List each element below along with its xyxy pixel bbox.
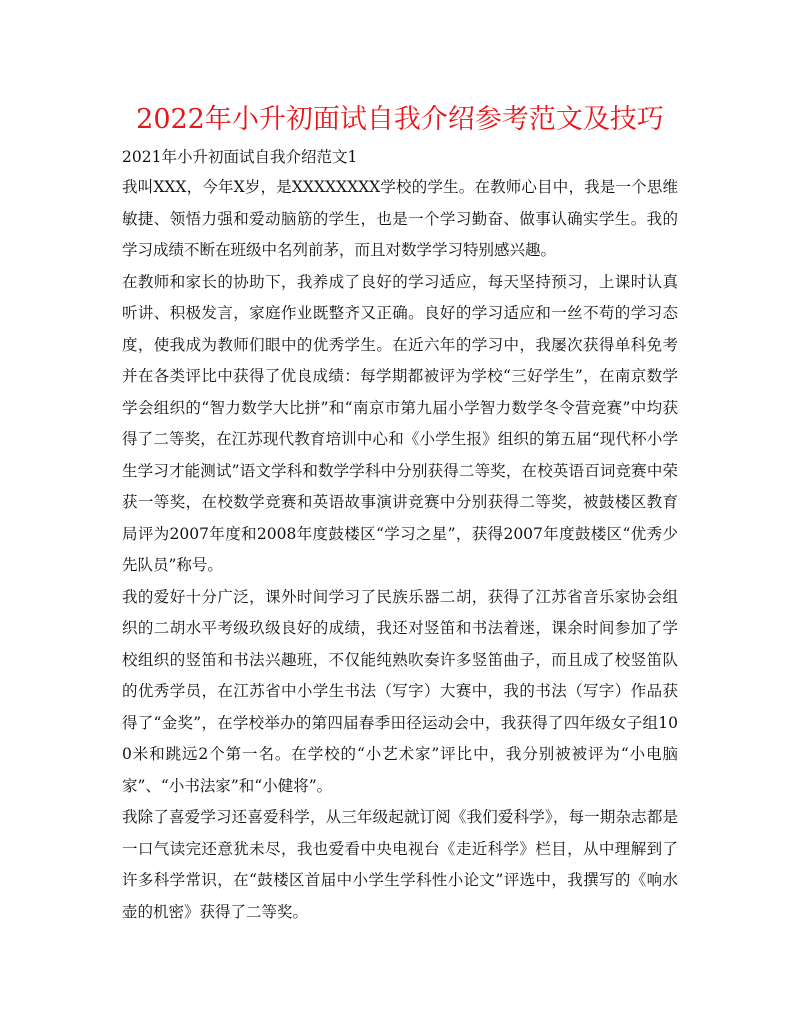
document-subtitle: 2021年小升初面试自我介绍范文1 <box>122 148 358 166</box>
paragraph-intro: 我叫XXX，今年X岁，是XXXXXXXX学校的学生。在教师心目中，我是一个思维敏捷、领悟力强和爱动脑筋的学生，也是一个学习勤奋、做事认确实学生。我的学习成绩不断在班级中名列前茅，而且对数学学习特别感兴趣。 <box>122 178 678 259</box>
paragraph-study: 在教师和家长的协助下，我养成了良好的学习适应，每天坚持预习，上课时认真听讲、积极发言，家庭作业既整齐又正确。良好的学习适应和一丝不苟的学习态度，使我成为教师们眼中的优秀学生。在近六年的学习中，我屡次获得单科免考并在各类评比中获得了优良成绩：每学期都被评为学校“三好学生”，在南京数学学会组织的“智力数学大比拼”和“南京市第九届小学智力数学冬令营竞赛”中均获得了二等奖，在江苏现代教育培训中心和《小学生报》组织的第五届“现代杯小学生学习才能测试”语文学科和数学学科中分别获得二等奖，在校英语百词竞赛中荣获一等奖，在校数学竞赛和英语故事演讲竞赛中分别获得二等奖，被鼓楼区教育局评为2007年度和2008年度鼓楼区“学习之星”，获得2007年度鼓楼区“优秀少先队员”称号。 <box>122 272 678 574</box>
document-page <box>122 100 678 928</box>
paragraph-science: 我除了喜爱学习还喜爱科学，从三年级起就订阅《我们爱科学》，每一期杂志都是一口气读完还意犹未尽，我也爱看中央电视台《走近科学》栏目，从中理解到了许多科学常识，在“鼓楼区首届中小学生学科性小论文”评选中，我撰写的《响水壶的机密》获得了二等奖。 <box>122 808 678 921</box>
document-title: 2022年小升初面试自我介绍参考范文及技巧 <box>136 104 664 135</box>
paragraph-hobbies: 我的爱好十分广泛，课外时间学习了民族乐器二胡，获得了江苏省音乐家协会组织的二胡水平考级玖级良好的成绩，我还对竖笛和书法着迷，课余时间参加了学校组织的竖笛和书法兴趣班，不仅能纯熟吹奏许多竖笛曲子，而且成了校竖笛队的优秀学员，在江苏省中小学生书法（写字）大赛中，我的书法（写字）作品获得了“金奖”，在学校举办的第四届春季田径运动会中，我获得了四年级女子组100米和跳远2个第一名。在学校的“小艺术家”评比中，我分别被被评为“小电脑家”、“小书法家”和“小健将”。 <box>122 587 678 795</box>
